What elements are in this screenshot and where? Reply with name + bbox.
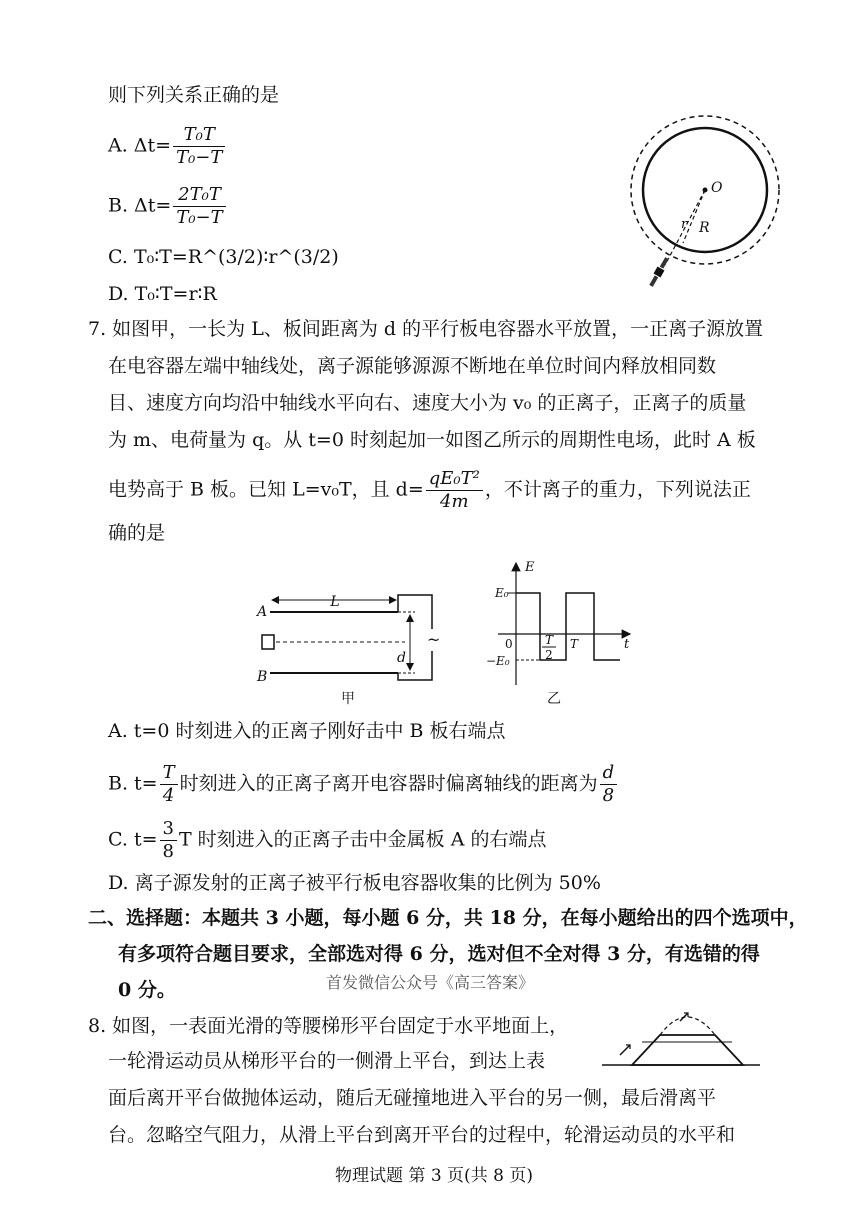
q8-platform-figure	[600, 1005, 770, 1075]
q7-option-a: A. t=0 时刻进入的正离子刚好击中 B 板右端点	[108, 720, 506, 742]
label-t-half-num: T	[544, 633, 554, 647]
q6-option-b-fraction	[173, 184, 225, 229]
q7-line-5-pre: 电势高于 B 板。已知 L=v₀T，且 d=	[108, 478, 424, 501]
label-zero: 0	[505, 637, 513, 651]
watermark-text: 首发微信公众号《高三答案》	[326, 973, 535, 992]
q6-option-b-label: B. Δt=	[108, 194, 172, 217]
q6-option-c: C. T₀∶T=R^(3/2)∶r^(3/2)	[108, 246, 339, 268]
trajectory-arc	[660, 1017, 715, 1035]
section2-line-2: 有多项符合题目要求，全部选对得 6 分，选对但不全对得 3 分，有选错的得	[118, 943, 760, 965]
q6-option-b-numerator: 2T₀T	[173, 184, 225, 207]
q7-line-6: 确的是	[108, 522, 166, 544]
q6-option-a-denominator: T₀−T	[176, 147, 223, 168]
q8-line-2: 一轮滑运动员从梯形平台的一侧滑上平台，到达上表	[108, 1050, 546, 1072]
q8-line-1: 8. 如图，一表面光滑的等腰梯形平台固定于水平地面上，	[88, 1015, 569, 1037]
q6-option-b	[108, 184, 228, 229]
q8-line-4: 台。忽略空气阻力，从滑上平台到离开平台的过程中，轮滑运动员的水平和	[108, 1124, 736, 1146]
q7-line-2: 在电容器左端中轴线处，离子源能够源源不断地在单位时间内释放相同数	[108, 355, 717, 377]
q8-line-3: 面后离开平台做抛体运动，随后无碰撞地进入平台的另一侧，最后滑离平	[108, 1087, 717, 1109]
q6-option-d: D. T₀∶T=r∶R	[108, 283, 217, 305]
label-t-half-den: 2	[545, 648, 553, 662]
satellite-icon	[648, 256, 671, 288]
caption-jia: 甲	[341, 691, 355, 707]
q7-option-b	[108, 762, 619, 807]
q6-option-a-numerator: T₀T	[173, 124, 225, 147]
q6-option-a-label: A. Δt=	[108, 134, 172, 157]
q7-line-5	[108, 468, 751, 513]
label-e: E	[525, 560, 535, 575]
q7-option-c-frac-den: 8	[162, 841, 174, 862]
label-e0: E₀	[495, 586, 509, 600]
q7-field-graph	[478, 555, 643, 710]
label-R: R	[699, 220, 710, 236]
q7-option-b-frac1-den: 4	[162, 785, 175, 806]
section2-line-3: 0 分。	[118, 979, 176, 1001]
q7-line-4: 为 m、电荷量为 q。从 t=0 时刻起加一如图乙所示的周期性电场，此时 A 板	[108, 429, 756, 451]
q7-option-b-pre: B. t=	[108, 772, 158, 795]
q7-option-c-frac	[160, 818, 177, 863]
label-l: L	[330, 594, 340, 610]
label-d: d	[397, 650, 406, 666]
label-neg-e0: −E₀	[486, 654, 510, 668]
q7-line-1: 7. 如图甲，一长为 L、板间距离为 d 的平行板电容器水平放置，一正离子源放置	[88, 318, 764, 340]
label-o: O	[711, 180, 723, 196]
label-t-period: T	[570, 637, 579, 651]
label-ac: ~	[427, 630, 441, 649]
q7-option-d: D. 离子源发射的正离子被平行板电容器收集的比例为 50%	[108, 872, 601, 894]
q7-d-fraction	[426, 468, 483, 513]
label-r: r	[681, 217, 688, 232]
skater-left-icon	[620, 1045, 630, 1055]
label-b: B	[257, 669, 268, 685]
q7-option-b-frac2-den: 8	[602, 785, 615, 806]
q7-option-b-frac2	[600, 762, 618, 807]
q7-d-denominator: 4m	[440, 491, 469, 512]
q6-option-a	[108, 124, 227, 169]
q7-option-c-frac-num: 3	[160, 818, 177, 841]
field-waveform	[516, 593, 620, 660]
q7-option-c-pre: C. t=	[108, 828, 158, 851]
caption-yi: 乙	[547, 691, 561, 707]
trapezoid-platform	[632, 1035, 743, 1065]
q7-capacitor-figure	[250, 585, 450, 710]
q6-option-b-denominator: T₀−T	[176, 207, 223, 228]
ion-source	[262, 635, 274, 649]
page-footer: 物理试题 第 3 页(共 8 页)	[335, 1166, 533, 1186]
q7-option-b-mid: 时刻进入的正离子离开电容器时偏离轴线的距离为	[179, 772, 598, 795]
q7-d-numerator: qE₀T²	[426, 468, 483, 491]
q7-option-c-post: T 时刻进入的正离子击中金属板 A 的右端点	[178, 828, 547, 851]
q6-stem-end: 则下列关系正确的是	[108, 84, 280, 106]
q7-line-5-post: ，不计离子的重力，下列说法正	[484, 478, 751, 501]
section2-line-1: 二、选择题：本题共 3 小题，每小题 6 分，共 18 分，在每小题给出的四个选项中，	[88, 907, 808, 929]
q7-option-b-frac2-num: d	[600, 762, 618, 785]
label-a: A	[257, 604, 268, 620]
skater-top-icon	[680, 1013, 688, 1021]
q7-option-b-frac1-num: T	[160, 762, 178, 785]
q7-line-3: 目、速度方向均沿中轴线水平向右、速度大小为 v₀ 的正离子，正离子的质量	[108, 392, 747, 414]
q6-orbit-figure	[625, 110, 785, 295]
q6-option-a-fraction	[173, 124, 225, 169]
label-t-axis: t	[624, 637, 630, 652]
q7-option-b-frac1	[160, 762, 178, 807]
q7-option-c	[108, 818, 546, 863]
